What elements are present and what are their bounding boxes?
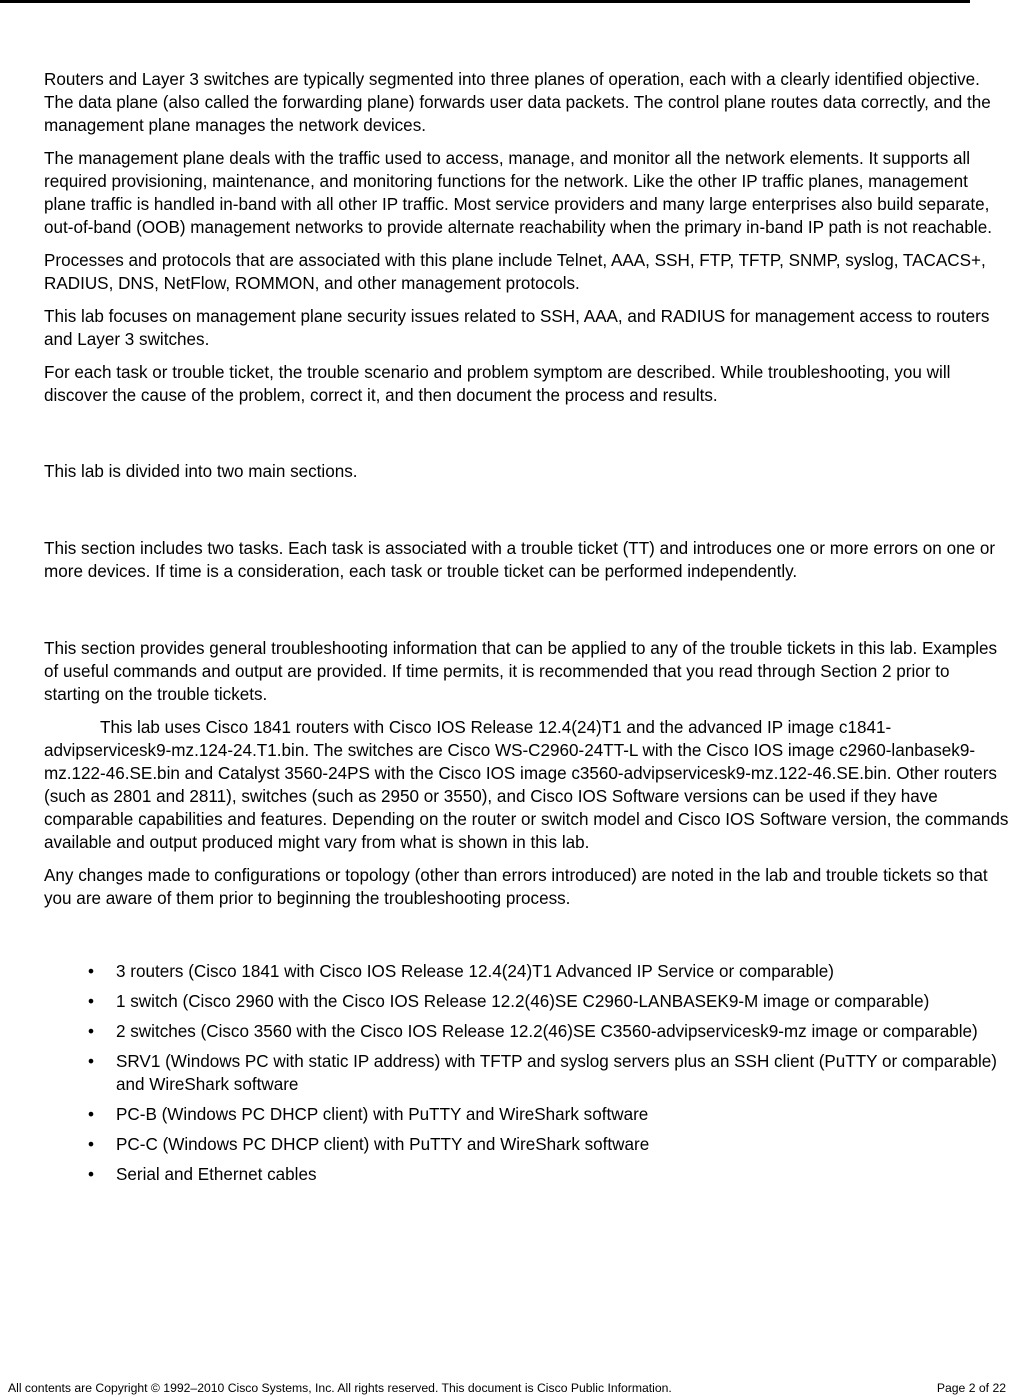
bullet-icon: • xyxy=(88,1052,94,1071)
list-item-text: 2 switches (Cisco 3560 with the Cisco IOS Release 12.2(46)SE C3560-advipservicesk9-mz image or comparable) xyxy=(116,1022,978,1041)
list-item xyxy=(44,1133,1010,1156)
paragraph-planes-overview: Routers and Layer 3 switches are typically segmented into three planes of operation, each with a clearly identified objective. The data plane (also called the forwarding plane) forwards user data packets. The control plane routes data correctly, and the management plane manages the network devices. xyxy=(44,70,991,135)
list-item-text: 3 routers (Cisco 1841 with Cisco IOS Release 12.4(24)T1 Advanced IP Service or comparable) xyxy=(116,962,834,981)
paragraph-section-2: This section provides general troubleshooting information that can be applied to any of the trouble tickets in this lab. Examples of useful commands and output are provided. If time permits, it is recommended that you read through Section 2 prior to starting on the trouble tickets. xyxy=(44,639,998,704)
heading-gap xyxy=(44,920,1010,960)
list-item-text: 1 switch (Cisco 2960 with the Cisco IOS Release 12.2(46)SE C2960-LANBASEK9-M image or comparable) xyxy=(116,992,930,1011)
heading-gap xyxy=(44,493,1010,537)
list-item-text: Serial and Ethernet cables xyxy=(116,1165,317,1184)
heading-gap xyxy=(44,593,1010,637)
list-item-text: PC-B (Windows PC DHCP client) with PuTTY and WireShark software xyxy=(116,1105,649,1124)
bullet-icon: • xyxy=(88,1022,94,1041)
document-body xyxy=(44,68,1010,1193)
bullet-icon: • xyxy=(88,1105,94,1124)
list-item xyxy=(44,990,1010,1013)
paragraph-management-plane: The management plane deals with the traffic used to access, manage, and monitor all the network elements. It supports all required provisioning, maintenance, and monitoring functions for the network. Like the other IP traffic planes, management plane traffic is handled in-band with all other IP traffic. Most service providers and many large enterprises also build separate, out-of-band (OOB) management networks to provide alternate reachability when the primary in-band IP path is not reachable. xyxy=(44,149,992,237)
required-resources-list xyxy=(44,960,1010,1186)
list-item xyxy=(44,960,1010,983)
page-number: Page 2 of 22 xyxy=(936,1381,1006,1395)
list-item xyxy=(44,1050,1010,1096)
bullet-icon: • xyxy=(88,1165,94,1184)
footer-copyright: All contents are Copyright © 1992–2010 Cisco Systems, Inc. All rights reserved. This document is Cisco Public Information. xyxy=(8,1381,672,1395)
list-item xyxy=(44,1103,1010,1126)
paragraph-trouble-ticket-process: For each task or trouble ticket, the trouble scenario and problem symptom are described. While troubleshooting, you will discover the cause of the problem, correct it, and then document the process and results. xyxy=(44,363,951,405)
paragraph-protocols: Processes and protocols that are associated with this plane include Telnet, AAA, SSH, FTP, TFTP, SNMP, syslog, TACACS+, RADIUS, DNS, NetFlow, ROMMON, and other management protocols. xyxy=(44,251,986,293)
paragraph-lab-sections: This lab is divided into two main sections. xyxy=(44,462,358,481)
bullet-icon: • xyxy=(88,992,94,1011)
list-item-text: SRV1 (Windows PC with static IP address) with TFTP and syslog servers plus an SSH client (PuTTY or comparable) and WireShark software xyxy=(116,1052,997,1094)
bullet-icon: • xyxy=(88,962,94,981)
paragraph-changes-note: Any changes made to configurations or topology (other than errors introduced) are noted in the lab and trouble tickets so that you are aware of them prior to beginning the troubleshooting process. xyxy=(44,866,988,908)
list-item-text: PC-C (Windows PC DHCP client) with PuTTY and WireShark software xyxy=(116,1135,650,1154)
heading-gap xyxy=(44,417,1010,460)
list-item xyxy=(44,1163,1010,1186)
paragraph-ios-note: This lab uses Cisco 1841 routers with Cisco IOS Release 12.4(24)T1 and the advanced IP image c1841-advipservicesk9-mz.124-24.T1.bin. The switches are Cisco WS-C2960-24TT-L with the Cisco IOS image c2960-lanbasek9-mz.122-46.SE.bin and Catalyst 3560-24PS with the Cisco IOS image c3560-advipservicesk9-mz.122-46.SE.bin. Other routers (such as 2801 and 2811), switches (such as 2950 or 3550), and Cisco IOS Software versions can be used if they have comparable capabilities and features. Depending on the router or switch model and Cisco IOS Software version, the commands available and output produced might vary from what is shown in this lab. xyxy=(44,718,1009,852)
paragraph-section-1: This section includes two tasks. Each task is associated with a trouble ticket (TT) and introduces one or more errors on one or more devices. If time is a consideration, each task or trouble ticket can be performed independently. xyxy=(44,539,996,581)
list-item xyxy=(44,1020,1010,1043)
paragraph-lab-focus: This lab focuses on management plane security issues related to SSH, AAA, and RADIUS for management access to routers and Layer 3 switches. xyxy=(44,307,990,349)
header-rule xyxy=(0,0,970,3)
bullet-icon: • xyxy=(88,1135,94,1154)
